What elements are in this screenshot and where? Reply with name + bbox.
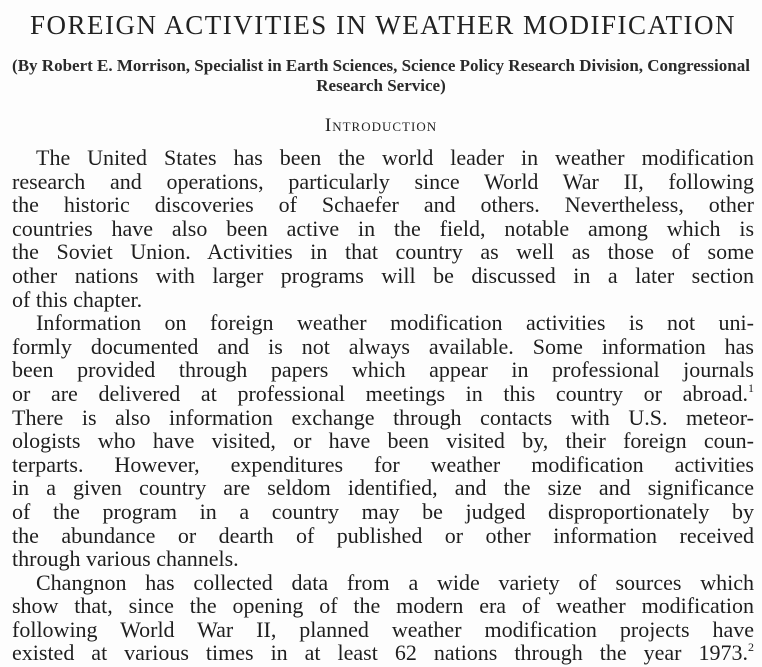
paragraph-3-line: following World War II, planned weather modification projects have xyxy=(12,616,754,642)
paragraph-2-line: Information on foreign weather modification activities is not uni- xyxy=(36,310,754,336)
paragraph-2-line: There is also information exchange through contacts with U.S. meteor- xyxy=(12,404,754,430)
footnote-marker-2: 2 xyxy=(748,640,754,655)
paragraph-3-line: show that, since the opening of the modern era of weather modification xyxy=(12,593,754,619)
paragraph-2-line: through various channels. xyxy=(12,546,239,572)
paragraph-2-line: of the program in a country may be judged disproportionately by xyxy=(12,498,754,524)
paragraph-1-line: other nations with larger programs will be discussed in a later section xyxy=(12,262,754,288)
body-text xyxy=(12,146,754,665)
author-byline: (By Robert E. Morrison, Specialist in Earth Sciences, Science Policy Research Division, Congressional Research Service) xyxy=(12,56,750,95)
paragraph-2-line: terparts. However, expenditures for weather modification activities xyxy=(12,451,754,477)
paragraph-2-line: formly documented and is not always available. Some information has xyxy=(12,333,754,359)
paragraph-2-line: ologists who have visited, or have been visited by, their foreign coun- xyxy=(12,428,754,454)
paragraph-2-line-text: or are delivered at professional meetings in this country or abroad. xyxy=(12,380,748,406)
paragraph-1-line: the historic discoveries of Schaefer and others. Nevertheless, other xyxy=(12,192,754,218)
paragraph-1-line: research and operations, particularly since World War II, following xyxy=(12,168,754,194)
paragraph-2-line-with-footnote xyxy=(12,382,754,406)
paragraph-2-line: been provided through papers which appear in professional journals xyxy=(12,357,754,383)
paragraph-1-line: The United States has been the world leader in weather modification xyxy=(36,145,754,170)
paragraph-2-line: the abundance or dearth of published or other information received xyxy=(12,522,754,548)
paragraph-3-line-text: existed at various times in at least 62 nations through the year 1973. xyxy=(12,640,748,666)
paragraph-1-line: the Soviet Union. Activities in that country as well as those of some xyxy=(12,239,754,265)
paragraph-2-line: in a given country are seldom identified, and the size and significance xyxy=(12,475,754,501)
paragraph-3-line: Changnon has collected data from a wide variety of sources which xyxy=(36,569,754,595)
paragraph-1-line: countries have also been active in the field, notable among which is xyxy=(12,215,754,241)
section-heading: Introduction xyxy=(324,115,438,136)
paragraph-3-line-with-footnote xyxy=(12,641,754,665)
page-title: FOREIGN ACTIVITIES IN WEATHER MODIFICATION xyxy=(30,10,736,40)
paragraph-1-line: of this chapter. xyxy=(12,286,143,312)
footnote-marker-1: 1 xyxy=(748,380,754,395)
